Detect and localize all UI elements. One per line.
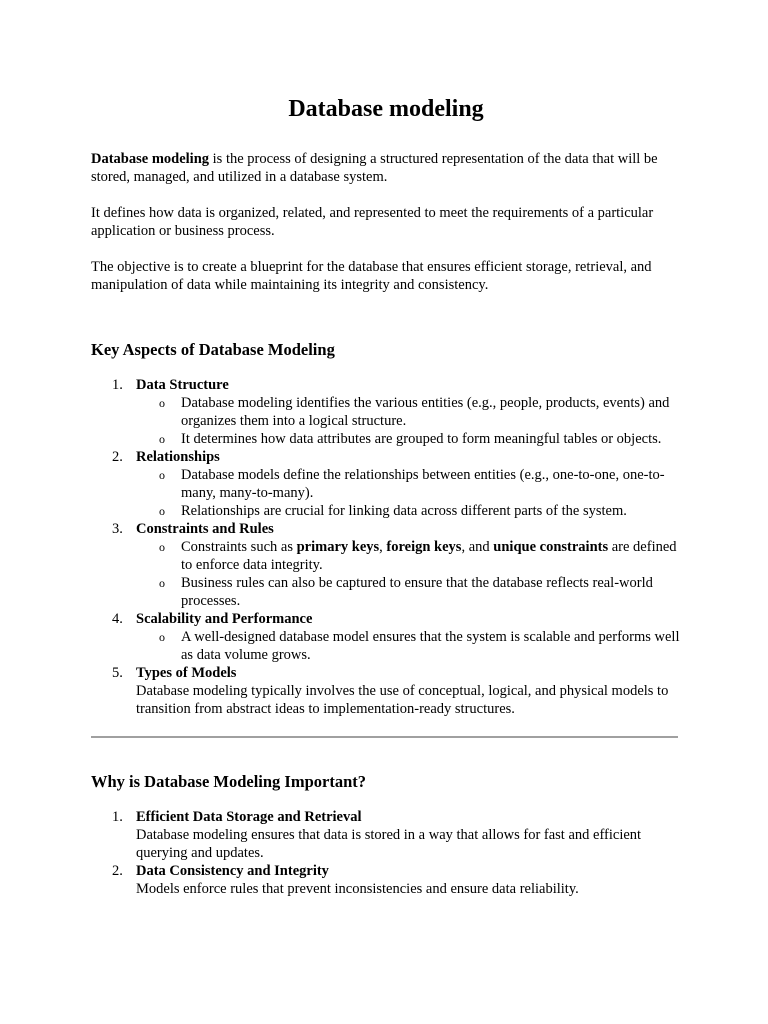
list-number: 5. [112,665,123,681]
list-item [91,610,681,664]
key-aspects-list [91,376,681,718]
intro-term: Database modeling [91,151,210,167]
bullet-icon: o [159,576,165,590]
term-primary-keys: primary keys [296,539,380,555]
sub-item-text: Business rules can also be captured to ensure that the database reflects real-world processes. [181,575,653,609]
sub-item-text: Database modeling identifies the various entities (e.g., people, products, events) and organizes them into a logical structure. [181,395,670,429]
sub-list-item [136,574,681,610]
sub-item-text: Relationships are crucial for linking data across different parts of the system. [181,503,627,519]
sub-list-item [136,502,681,520]
list-item [91,448,681,520]
bullet-icon: o [159,396,165,410]
sub-list [136,466,681,520]
item-title: Data Structure [136,377,229,393]
bullet-icon: o [159,468,165,482]
list-number: 4. [112,611,123,627]
item-title: Efficient Data Storage and Retrieval [136,809,362,825]
why-important-list [91,808,681,898]
list-item [91,808,681,862]
key-aspects-heading: Key Aspects of Database Modeling [91,340,335,359]
sub-item-text: It determines how data attributes are grouped to form meaningful tables or objects. [181,431,662,447]
intro-definition: is the process of designing a structured representation of the data that will be stored, managed, and utilized in a database system. [91,151,658,185]
bullet-icon: o [159,504,165,518]
intro-paragraph-1 [91,150,681,186]
sub-item-text: Constraints such as primary keys, foreign keys, and unique constraints are defined to enforce data integrity. [181,539,677,573]
sub-list-item [136,394,681,430]
document-page [91,94,681,898]
sub-list [136,394,681,448]
page-title: Database modeling [288,96,484,122]
sub-list-item [136,538,681,574]
list-number: 1. [112,809,123,825]
item-title: Types of Models [136,665,237,681]
list-item [91,862,681,898]
item-title: Scalability and Performance [136,611,313,627]
list-number: 3. [112,521,123,537]
intro-paragraph-3: The objective is to create a blueprint for the database that ensures efficient storage, retrieval, and manipulation of data while maintaining its integrity and consistency. [91,259,652,293]
item-title: Data Consistency and Integrity [136,863,329,879]
list-item [91,376,681,448]
list-number: 2. [112,863,123,879]
list-item [91,520,681,610]
sub-list [136,538,681,610]
sub-list [136,628,681,664]
bullet-icon: o [159,630,165,644]
list-number: 1. [112,377,123,393]
sub-list-item [136,466,681,502]
item-text: Models enforce rules that prevent inconsistencies and ensure data reliability. [136,881,579,897]
bullet-icon: o [159,540,165,554]
item-text: Database modeling ensures that data is stored in a way that allows for fast and efficient querying and updates. [136,827,642,861]
list-item [91,664,681,718]
sub-list-item [136,430,681,448]
bullet-icon: o [159,432,165,446]
item-title: Relationships [136,449,220,465]
section-divider [91,736,678,738]
list-number: 2. [112,449,123,465]
sub-list-item [136,628,681,664]
term-unique-constraints: unique constraints [493,539,609,555]
sub-item-text: A well-designed database model ensures that the system is scalable and performs well as data volume grows. [181,629,680,663]
why-important-heading: Why is Database Modeling Important? [91,772,367,791]
intro-paragraph-2: It defines how data is organized, related, and represented to meet the requirements of a particular application or business process. [91,205,654,239]
item-text: Database modeling typically involves the use of conceptual, logical, and physical models to transition from abstract ideas to implementation-ready structures. [136,683,669,717]
sub-item-text: Database models define the relationships between entities (e.g., one-to-one, one-to-many, many-to-many). [181,467,665,501]
item-title: Constraints and Rules [136,521,274,537]
term-foreign-keys: foreign keys [386,539,462,555]
